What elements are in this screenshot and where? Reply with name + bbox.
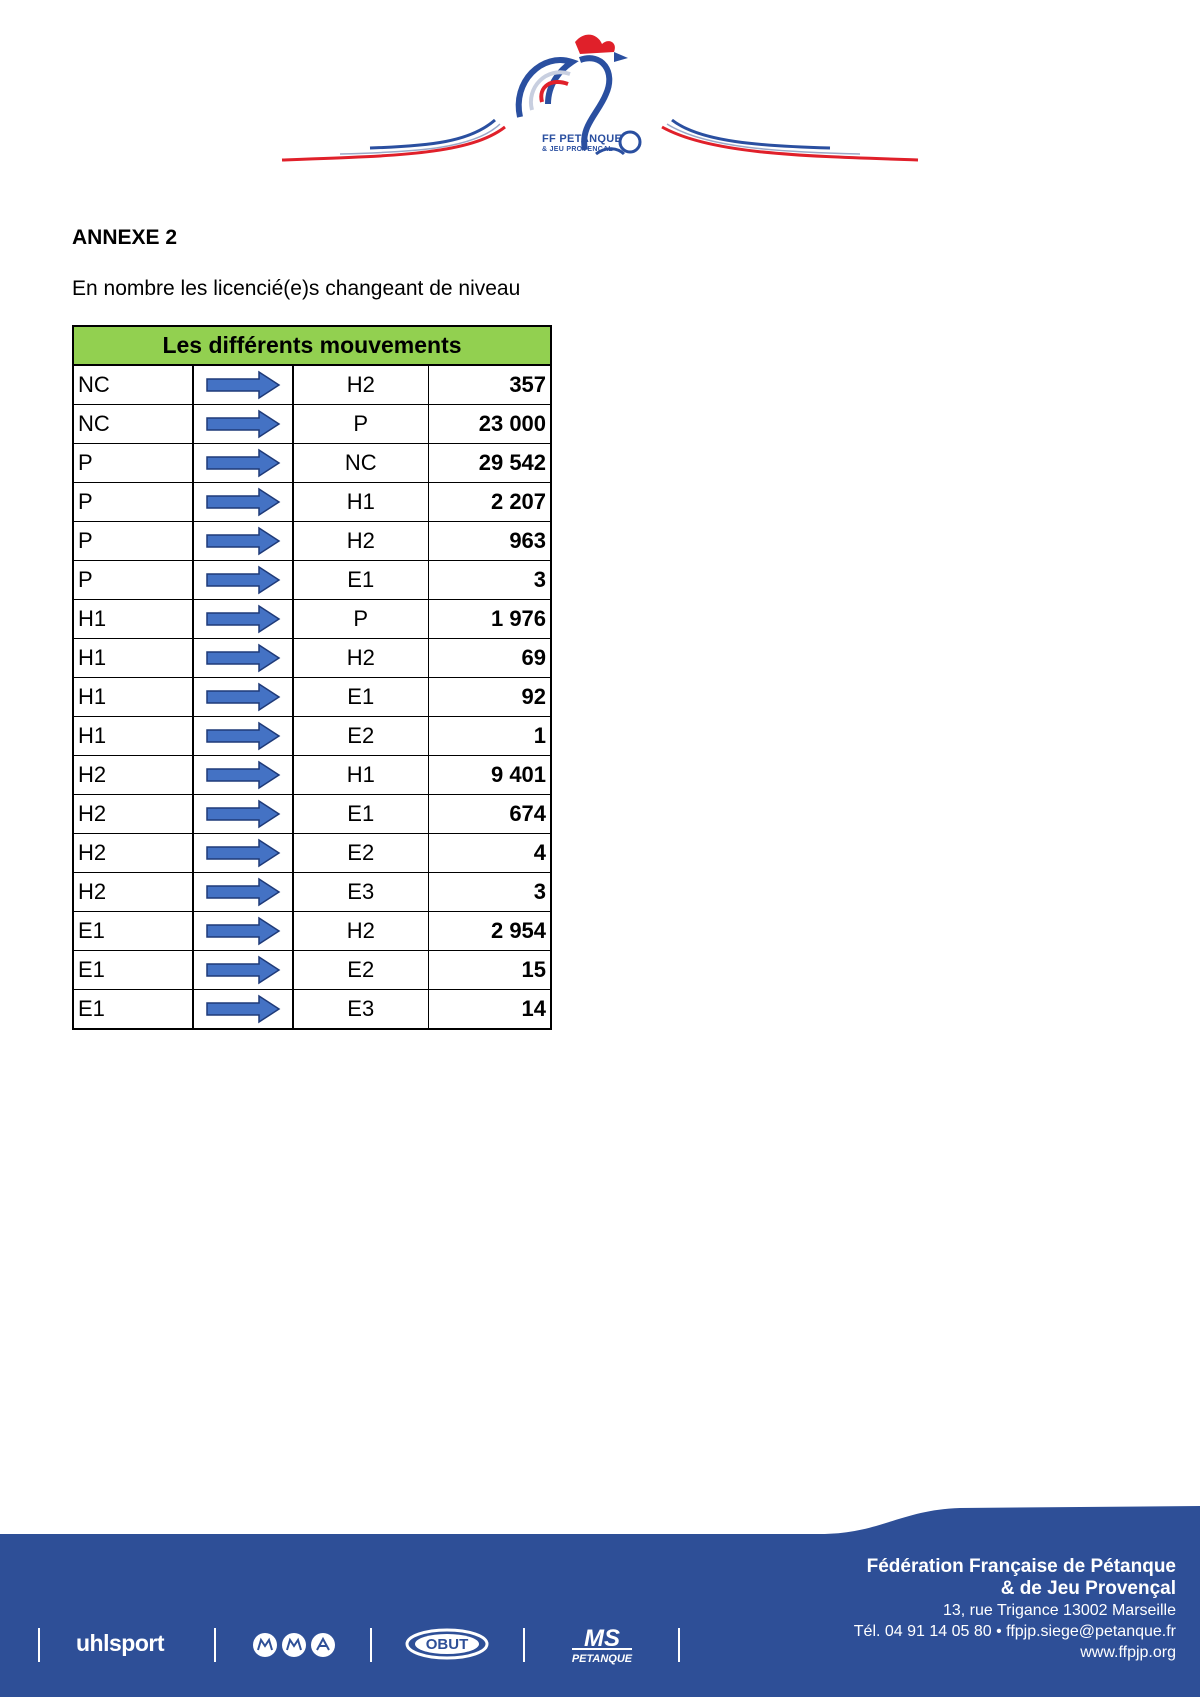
federation-name-line2: & de Jeu Provençal <box>1000 1578 1176 1599</box>
table-row <box>73 717 551 756</box>
arrow-cell <box>193 639 293 678</box>
federation-contact: Tél. 04 91 14 05 80 • ffpjp.siege@petanque.fr <box>853 1623 1176 1640</box>
licensee-count: 1 976 <box>428 600 551 639</box>
table-row <box>73 834 551 873</box>
arrow-cell <box>193 756 293 795</box>
uhlsport-logo: uhlsport <box>76 1630 164 1656</box>
level-from: H2 <box>73 756 193 795</box>
arrow-cell <box>193 561 293 600</box>
right-arrow-icon <box>205 955 281 985</box>
table-row <box>73 795 551 834</box>
level-to: H2 <box>293 912 428 951</box>
right-arrow-icon <box>205 877 281 907</box>
logo-wordmark <box>542 134 622 153</box>
footer-divider <box>214 1628 216 1662</box>
table-row <box>73 522 551 561</box>
table-row <box>73 365 551 405</box>
level-to: H1 <box>293 483 428 522</box>
ffpjp-logo <box>280 22 920 172</box>
footer-divider <box>678 1628 680 1662</box>
level-from: H1 <box>73 678 193 717</box>
licensee-count: 674 <box>428 795 551 834</box>
table-row <box>73 483 551 522</box>
table-row <box>73 678 551 717</box>
obut-logo <box>405 1628 489 1665</box>
right-arrow-icon <box>205 643 281 673</box>
intro-text: En nombre les licencié(e)s changeant de niveau <box>72 277 521 300</box>
right-arrow-icon <box>205 604 281 634</box>
table-row <box>73 444 551 483</box>
arrow-cell <box>193 834 293 873</box>
table-body <box>73 365 551 1029</box>
arrow-cell <box>193 990 293 1030</box>
table-row <box>73 561 551 600</box>
right-arrow-icon <box>205 370 281 400</box>
right-arrow-icon <box>205 409 281 439</box>
mma-logo <box>252 1632 336 1663</box>
right-arrow-icon <box>205 721 281 751</box>
ms-label: MS <box>584 1625 620 1652</box>
licensee-count: 3 <box>428 561 551 600</box>
table-row <box>73 873 551 912</box>
level-to: E2 <box>293 951 428 990</box>
level-from: E1 <box>73 951 193 990</box>
arrow-cell <box>193 444 293 483</box>
right-arrow-icon <box>205 487 281 517</box>
logo-line2: & JEU PROVENÇAL <box>542 146 614 153</box>
level-to: H2 <box>293 522 428 561</box>
level-from: E1 <box>73 912 193 951</box>
licensee-count: 9 401 <box>428 756 551 795</box>
ms-petanque-icon <box>562 1622 642 1666</box>
table-row <box>73 639 551 678</box>
level-to: H2 <box>293 639 428 678</box>
level-to: E3 <box>293 990 428 1030</box>
level-from: P <box>73 483 193 522</box>
footer <box>0 1500 1200 1697</box>
licensee-count: 15 <box>428 951 551 990</box>
table-row <box>73 990 551 1030</box>
level-from: H2 <box>73 795 193 834</box>
licensee-count: 92 <box>428 678 551 717</box>
right-arrow-icon <box>205 799 281 829</box>
right-arrow-icon <box>205 916 281 946</box>
table-row <box>73 600 551 639</box>
level-to: E1 <box>293 678 428 717</box>
table-row <box>73 912 551 951</box>
level-from: NC <box>73 405 193 444</box>
licensee-count: 23 000 <box>428 405 551 444</box>
level-from: P <box>73 522 193 561</box>
level-to: E2 <box>293 717 428 756</box>
right-arrow-icon <box>205 448 281 478</box>
table-heading: Les différents mouvements <box>73 326 551 365</box>
logo-line1: FF PETANQUE <box>542 133 623 145</box>
level-to: P <box>293 600 428 639</box>
right-arrow-icon <box>205 994 281 1024</box>
right-arrow-icon <box>205 526 281 556</box>
footer-divider <box>38 1628 40 1662</box>
level-from: E1 <box>73 990 193 1030</box>
licensee-count: 14 <box>428 990 551 1030</box>
licensee-count: 2 207 <box>428 483 551 522</box>
movements-table <box>72 325 552 1030</box>
level-from: NC <box>73 365 193 405</box>
arrow-cell <box>193 678 293 717</box>
licensee-count: 3 <box>428 873 551 912</box>
mma-icon <box>252 1632 336 1658</box>
level-from: H2 <box>73 834 193 873</box>
table-row <box>73 405 551 444</box>
federation-website[interactable]: www.ffpjp.org <box>1080 1644 1176 1661</box>
arrow-cell <box>193 912 293 951</box>
level-to: NC <box>293 444 428 483</box>
table-header-row <box>73 326 551 365</box>
footer-divider <box>523 1628 525 1662</box>
level-to: P <box>293 405 428 444</box>
level-to: E1 <box>293 795 428 834</box>
ms-petanque-logo <box>562 1622 642 1671</box>
licensee-count: 2 954 <box>428 912 551 951</box>
ms-petanque-label: PETANQUE <box>571 1653 633 1665</box>
licensee-count: 963 <box>428 522 551 561</box>
level-to: E1 <box>293 561 428 600</box>
level-from: H1 <box>73 717 193 756</box>
table-row <box>73 951 551 990</box>
table-row <box>73 756 551 795</box>
level-to: E2 <box>293 834 428 873</box>
level-from: H1 <box>73 600 193 639</box>
federation-name-line1: Fédération Française de Pétanque <box>866 1556 1176 1577</box>
footer-divider <box>370 1628 372 1662</box>
level-from: P <box>73 444 193 483</box>
arrow-cell <box>193 405 293 444</box>
annex-title: ANNEXE 2 <box>72 226 178 249</box>
licensee-count: 29 542 <box>428 444 551 483</box>
right-arrow-icon <box>205 838 281 868</box>
level-from: H2 <box>73 873 193 912</box>
federation-address: 13, rue Trigance 13002 Marseille <box>942 1602 1176 1619</box>
licensee-count: 4 <box>428 834 551 873</box>
arrow-cell <box>193 873 293 912</box>
level-from: H1 <box>73 639 193 678</box>
arrow-cell <box>193 717 293 756</box>
licensee-count: 357 <box>428 365 551 405</box>
right-arrow-icon <box>205 682 281 712</box>
arrow-cell <box>193 795 293 834</box>
level-to: H1 <box>293 756 428 795</box>
arrow-cell <box>193 522 293 561</box>
obut-icon <box>405 1628 489 1660</box>
level-from: P <box>73 561 193 600</box>
federation-info <box>854 1556 1176 1663</box>
level-to: E3 <box>293 873 428 912</box>
right-arrow-icon <box>205 760 281 790</box>
arrow-cell <box>193 951 293 990</box>
arrow-cell <box>193 483 293 522</box>
arrow-cell <box>193 600 293 639</box>
obut-label: OBUT <box>425 1636 469 1653</box>
licensee-count: 1 <box>428 717 551 756</box>
level-to: H2 <box>293 365 428 405</box>
arrow-cell <box>193 365 293 405</box>
right-arrow-icon <box>205 565 281 595</box>
licensee-count: 69 <box>428 639 551 678</box>
